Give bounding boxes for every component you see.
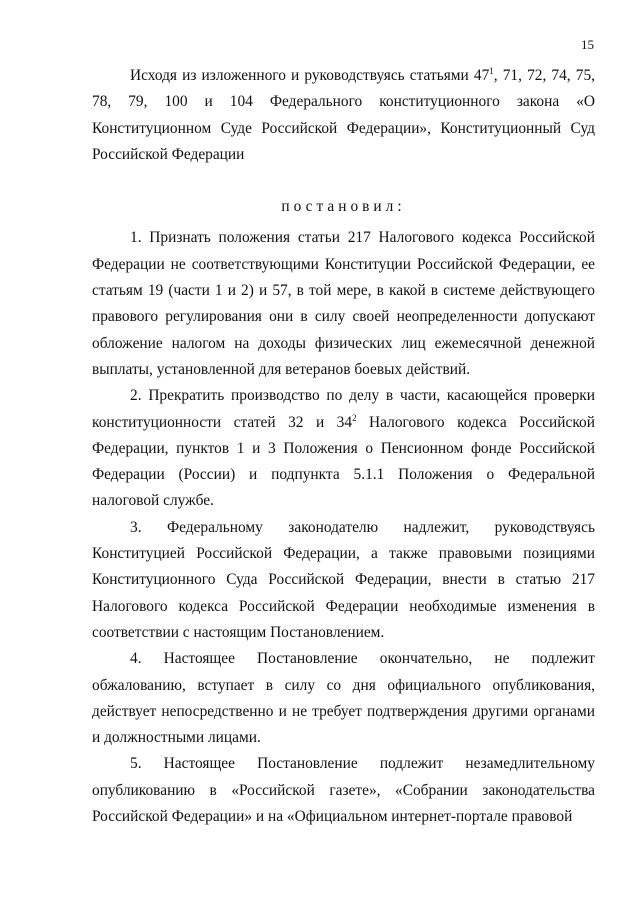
decision-item-2-part2: Налогового кодекса Российской Федерации, пунктов 1 и 3 Положения о Пенсионном фонде Российской Федерации (России) и подпункта 5.1.1 Положения о Федеральной налоговой службе. [92,413,595,510]
decision-item-2-superscript: 2 [352,412,357,423]
decision-item-2 [92,383,595,514]
intro-superscript: 1 [489,66,494,76]
page-number: 15 [581,37,594,52]
intro-paragraph [92,63,595,168]
decision-heading: постановил: [281,198,406,216]
intro-text-part2: , 71, 72, 74, 75, 78, 79, 100 и 104 Федерального конституционного закона «О Конституционном Суде Российской Федерации», Конституционный Суд Российской Федерации [92,67,595,163]
decision-item-4: 4. Настоящее Постановление окончательно, не подлежит обжалованию, вступает в силу со дня официального опубликования, действует непосредственно и не требует подтверждения другими органами и должностными лицами. [92,650,595,747]
intro-text-part1: Исходя из изложенного и руководствуясь статьями 47 [130,67,490,84]
document-body [92,63,595,830]
decision-item-3: 3. Федеральному законодателю надлежит, руководствуясь Конституцией Российской Федерации, а также правовыми позициями Конституционного Суда Российской Федерации, внести в статью 217 Налогового кодекса Российской Федерации необходимые изменения в соответствии с настоящим Постановлением. [92,518,595,641]
decision-item-2-part1: 2. Прекратить производство по делу в части, касающейся проверки конституционности статей 32 и 34 [92,387,595,431]
decision-item-1: 1. Признать положения статьи 217 Налогового кодекса Российской Федерации не соответствующими Конституции Российской Федерации, ее статьям 19 (части 1 и 2) и 57, в той мере, в какой в системе действующего правового регулирования они в силу своей неопределенности допускают обложение налогом на доходы физических лиц ежемесячной денежной выплаты, установленной для ветеранов боевых действий. [92,229,595,378]
decision-item-5: 5. Настоящее Постановление подлежит незамедлительному опубликованию в «Российской газете», «Собрании законодательства Российской Федерации» и на «Официальном интернет-портале правовой [92,755,595,826]
